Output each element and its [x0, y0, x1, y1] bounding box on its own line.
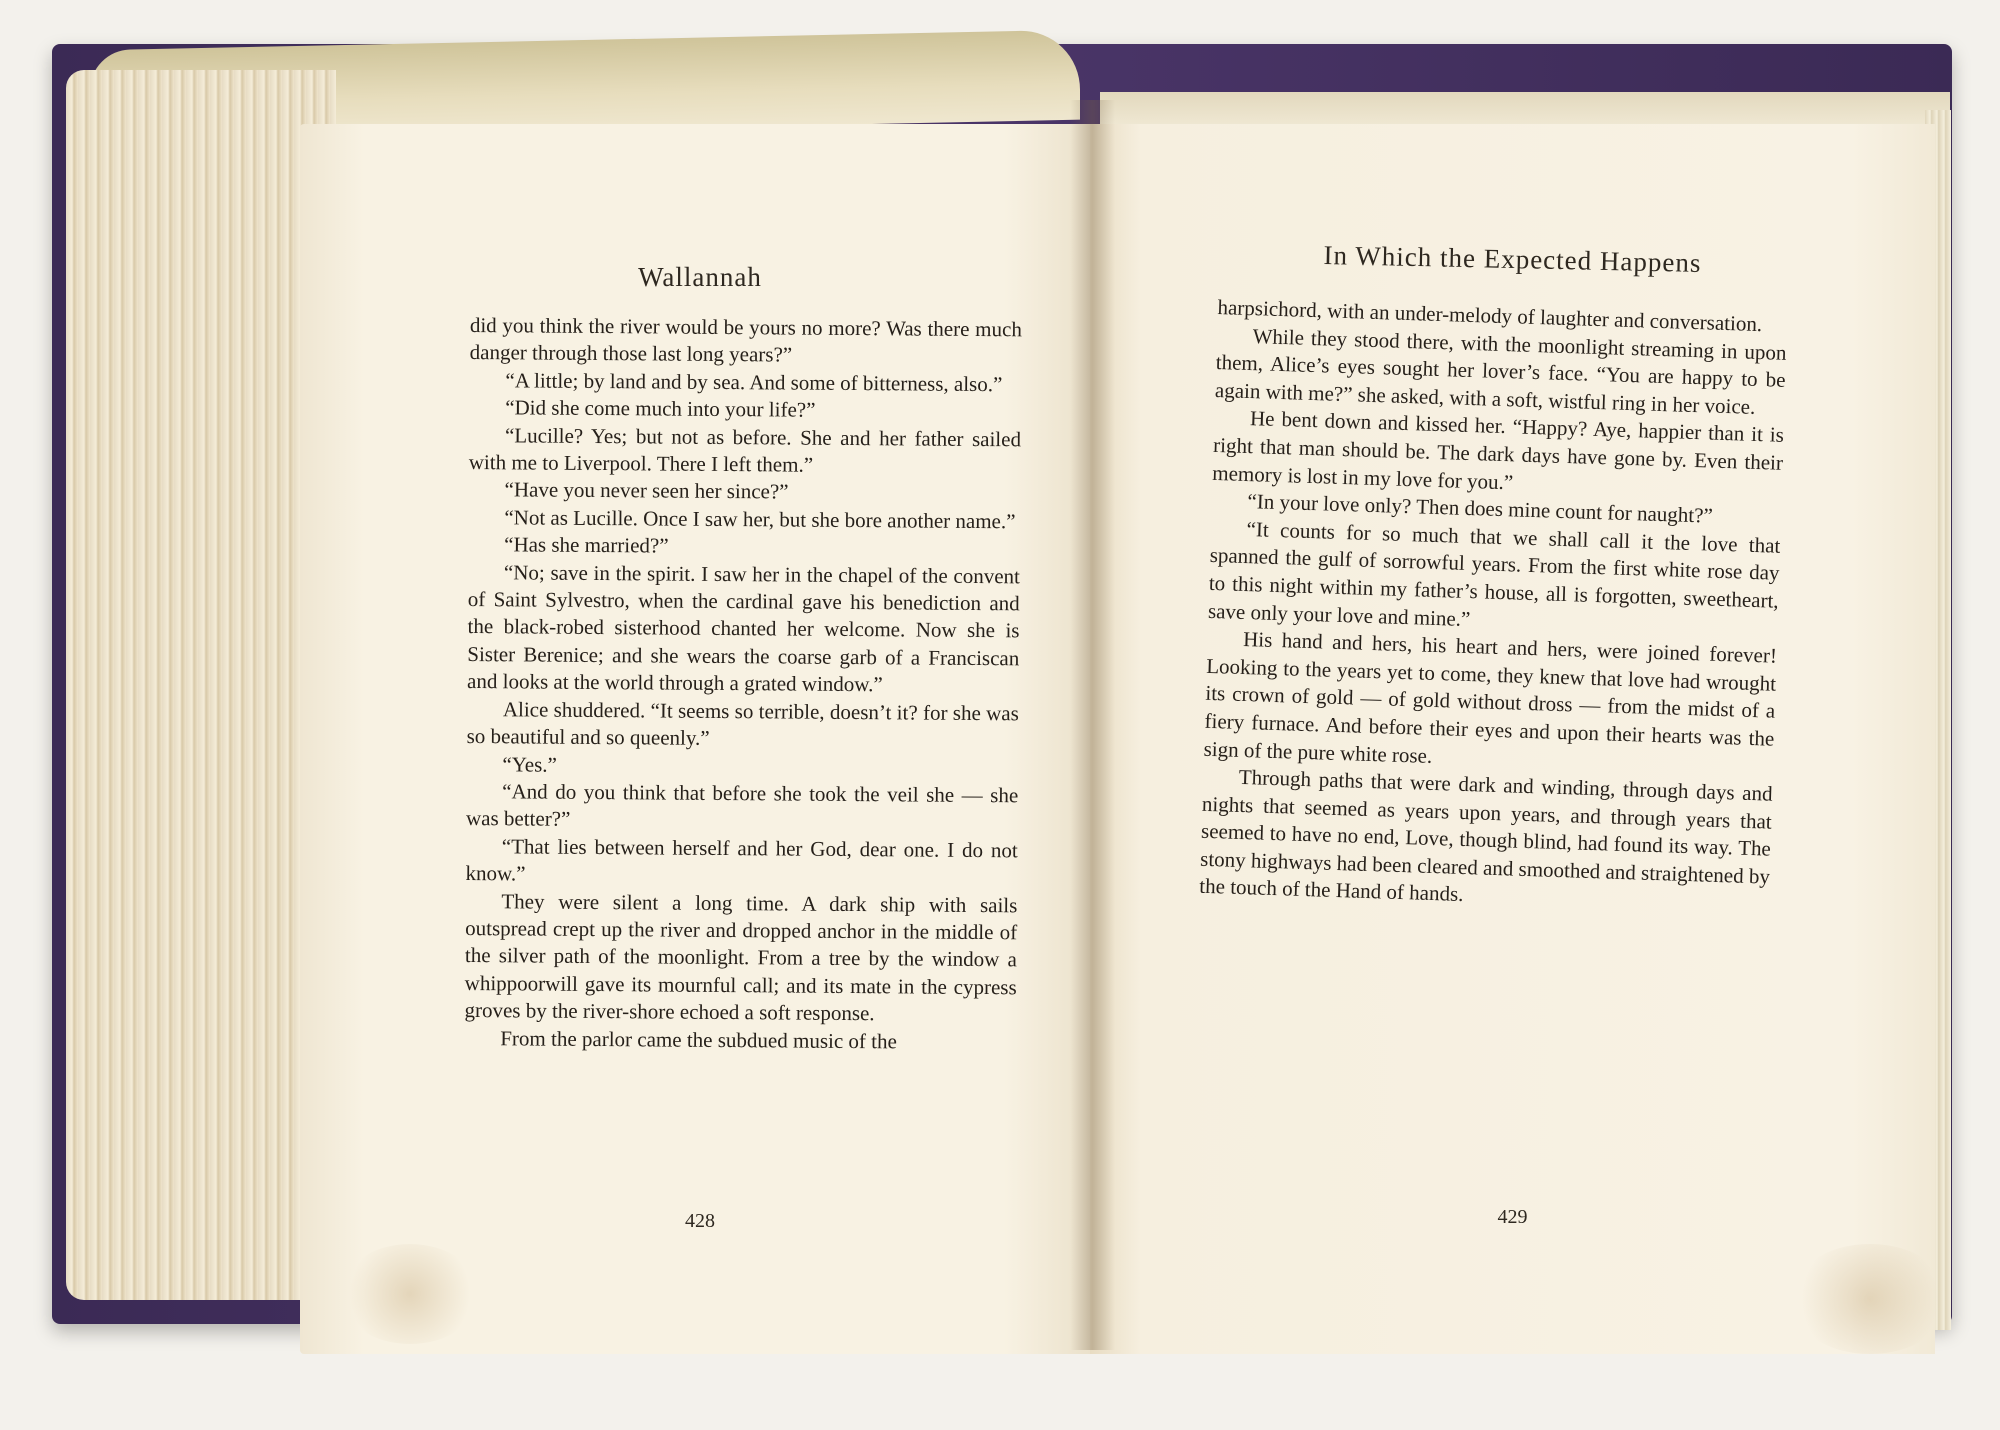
paragraph: “It counts for so much that we shall call it the love that spanned the gulf of sorrowful years. From the first white rose day to this night within my father’s house, all is forgotten, sweetheart, save only your love and mine.”: [1207, 516, 1781, 631]
paper-stain: [340, 1244, 480, 1344]
paragraph: “And do you think that before she took the veil she — she was better?”: [465, 779, 1019, 832]
paragraph: “Did she come much into your life?”: [505, 395, 816, 422]
paragraph: “That lies between herself and her God, dear one. I do not know.”: [465, 833, 1018, 886]
paragraph: Alice shuddered. “It seems so terrible, doesn’t it? for she was so beautiful and so queenly.”: [466, 696, 1019, 750]
paragraph: “Has she married?”: [504, 532, 669, 558]
paragraph: He bent down and kissed her. “Happy? Aye, happier than it is right that man should be. The dark days have gone by. Even their memory is lost in my love for you.”: [1212, 406, 1785, 494]
paragraph: While they stood there, with the moonlight streaming in upon them, Alice’s eyes sought her lover’s face. “You are happy to be again with me?” she asked, with a soft, wistful ring in her voice.: [1214, 323, 1787, 419]
paragraph: “In your love only? Then does mine count for naught?”: [1247, 489, 1714, 528]
left-page-body: [464, 312, 1022, 1056]
right-running-head: In Which the Expected Happens: [1323, 240, 1702, 278]
left-page-number: 428: [685, 1210, 715, 1232]
left-page: [300, 124, 1100, 1354]
paragraph: “Have you never seen her since?”: [504, 477, 789, 504]
paragraph: His hand and hers, his heart and hers, were joined forever! Looking to the years yet to come, they knew that love had wrought its crown of gold — of gold without dross — from the midst of a fiery furnace. And before their eyes and upon their hearts was the sign of the pure white rose.: [1203, 627, 1778, 768]
paragraph: Through paths that were dark and winding, through days and nights that seemed as years upon years, and through years that seemed to have no end, Love, though blind, had found its way. The stony highways had been cleared and smoothed and straightened by the touch of the Hand of hands.: [1199, 764, 1773, 907]
paragraph: “Yes.”: [502, 751, 557, 777]
paragraph: did you think the river would be yours no more? Was there much danger through those last long years?”: [469, 312, 1022, 367]
paper-stain: [1790, 1244, 1950, 1354]
page-block-fore-edge: [66, 70, 336, 1300]
right-page: [1090, 124, 1935, 1354]
paragraph: “A little; by land and by sea. And some of bitterness, also.”: [505, 368, 1003, 396]
paragraph: “No; save in the spirit. I saw her in the chapel of the convent of Saint Sylvestro, when the cardinal gave his benediction and the black-robed sisterhood chanted her welcome. Now she is Sister Berenice; and she wears the coarse garb of a Franciscan and looks at the world through a grated window.”: [467, 559, 1021, 697]
book-gutter: [1070, 100, 1115, 1350]
right-page-body: [1199, 294, 1788, 919]
paragraph: They were silent a long time. A dark ship with sails outspread crept up the river and dropped anchor in the middle of the silver path of the moonlight. From a tree by the window a whippoorwill gave its mournful call; and its mate in the cypress groves by the river-shore echoed a soft response.: [464, 888, 1018, 1026]
right-page-number: 429: [1497, 1206, 1528, 1228]
left-running-head: Wallannah: [638, 262, 762, 292]
paragraph: From the parlor came the subdued music of the: [500, 1025, 897, 1053]
paragraph: harpsichord, with an under-melody of laughter and conversation.: [1217, 294, 1763, 337]
paragraph: “Not as Lucille. Once I saw her, but she bore another name.”: [504, 505, 1016, 534]
paragraph: “Lucille? Yes; but not as before. She and her father sailed with me to Liverpool. There I left them.”: [468, 422, 1022, 477]
